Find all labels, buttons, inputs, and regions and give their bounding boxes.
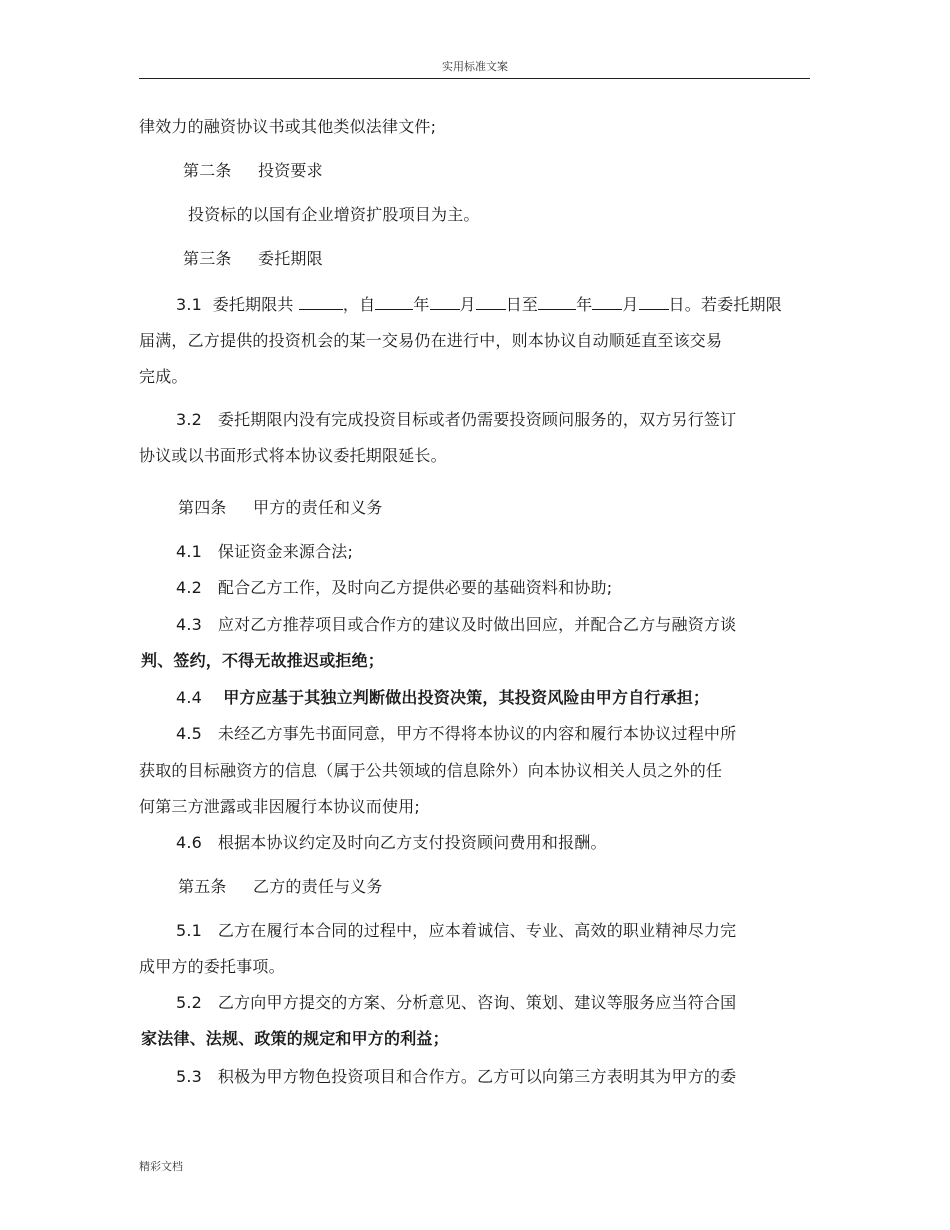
- article-5-heading: 第五条 乙方的责任与义务: [178, 877, 383, 896]
- clause-text: 委托期限共: [212, 295, 299, 314]
- clause-3-1-line-2: 届满，乙方提供的投资机会的某一交易仍在进行中，则本协议自动顺延直至该交易: [139, 331, 723, 350]
- clause-text: ，自: [342, 295, 376, 314]
- clause-5-2-line-1: 5.2 乙方向甲方提交的方案、分析意见、咨询、策划、建议等服务应当符合国: [176, 993, 737, 1012]
- clause-text: 月: [459, 295, 476, 314]
- article-2-heading: 第二条 投资要求: [183, 161, 323, 180]
- clause-text: 年: [413, 295, 430, 314]
- clause-3-2-line-2: 协议或以书面形式将本协议委托期限延长。: [139, 446, 447, 465]
- clause-text: 年: [576, 295, 593, 314]
- clause-4-1: 4.1 保证资金来源合法;: [176, 542, 354, 561]
- header-rule: [139, 78, 810, 79]
- clause-4-5-line-2: 获取的目标融资方的信息（属于公共领域的信息除外）向本协议相关人员之外的任: [139, 761, 723, 780]
- paragraph-continuation: 律效力的融资协议书或其他类似法律文件;: [139, 117, 437, 136]
- article-2-body: 投资标的以国有企业增资扩股项目为主。: [188, 205, 480, 224]
- blank-end-month: [592, 294, 622, 310]
- clause-3-1-line-3: 完成。: [139, 367, 188, 386]
- clause-4-5-line-1: 4.5 未经乙方事先书面同意，甲方不得将本协议的内容和履行本协议过程中所: [176, 724, 737, 743]
- page-footer: 精彩文档: [139, 1160, 183, 1173]
- clause-4-4: [176, 688, 709, 708]
- clause-4-5-line-3: 何第三方泄露或非因履行本协议而使用;: [139, 797, 420, 816]
- blank-end-day: [639, 294, 669, 310]
- clause-5-3: 5.3 积极为甲方物色投资项目和合作方。乙方可以向第三方表明其为甲方的委: [176, 1067, 737, 1086]
- clause-4-2: 4.2 配合乙方工作，及时向乙方提供必要的基础资料和协助;: [176, 578, 613, 597]
- clause-5-1-line-1: 5.1 乙方在履行本合同的过程中，应本着诚信、专业、高效的职业精神尽力完: [176, 921, 737, 940]
- clause-3-2-line-1: 3.2 委托期限内没有完成投资目标或者仍需要投资顾问服务的，双方另行签订: [176, 410, 737, 429]
- clause-5-1-line-2: 成甲方的委托事项。: [139, 957, 285, 976]
- clause-4-6: 4.6 根据本协议约定及时向乙方支付投资顾问费用和报酬。: [176, 833, 607, 852]
- clause-5-2-line-2: 家法律、法规、政策的规定和甲方的利益；: [141, 1029, 449, 1048]
- article-4-heading: 第四条 甲方的责任和义务: [178, 498, 383, 517]
- clause-4-3-line-1: 4.3 应对乙方推荐项目或合作方的建议及时做出回应，并配合乙方与融资方谈: [176, 615, 737, 634]
- clause-number: 4.4: [176, 688, 203, 707]
- article-3-heading: 第三条 委托期限: [183, 249, 323, 268]
- clause-text: 月: [622, 295, 639, 314]
- blank-start-day: [476, 294, 506, 310]
- clause-text: 日。若委托期限: [668, 295, 782, 314]
- clause-3-1-line-1: [176, 294, 782, 315]
- blank-start-year: [375, 294, 413, 310]
- clause-text: 日至: [505, 295, 539, 314]
- clause-number: 3.1: [176, 295, 203, 314]
- clause-4-3-line-2: 判、签约，不得无故推迟或拒绝；: [141, 651, 385, 670]
- page-header: 实用标准文案: [442, 60, 508, 73]
- blank-end-year: [538, 294, 576, 310]
- blank-term: [299, 294, 343, 310]
- blank-start-month: [430, 294, 460, 310]
- clause-text: 甲方应基于其独立判断做出投资决策，其投资风险由甲方自行承担；: [223, 688, 710, 707]
